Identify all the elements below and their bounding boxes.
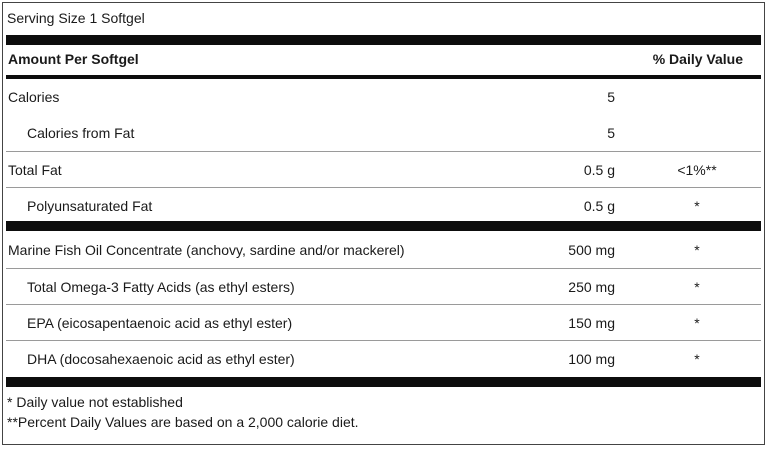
nutrient-amount: 5 (607, 89, 615, 105)
table-row (6, 115, 761, 151)
table-row (6, 304, 761, 341)
nutrient-daily-value: * (694, 242, 700, 258)
table-row (6, 187, 761, 224)
divider-thick (6, 377, 761, 387)
nutrient-daily-value: * (694, 351, 700, 367)
nutrient-amount: 100 mg (568, 351, 615, 367)
table-row (6, 340, 761, 377)
nutrient-label: Total Omega-3 Fatty Acids (as ethyl esters) (27, 279, 295, 295)
nutrient-amount: 5 (607, 125, 615, 141)
header-row (6, 45, 761, 75)
table-row (6, 151, 761, 188)
table-row (6, 232, 761, 268)
table-row (6, 79, 761, 115)
footnote: * Daily value not established (7, 394, 183, 410)
footnote: **Percent Daily Values are based on a 2,000 calorie diet. (7, 414, 359, 430)
nutrient-amount: 0.5 g (583, 162, 615, 178)
nutrient-label: Calories from Fat (27, 125, 135, 141)
nutrient-amount: 0.5 g (583, 198, 615, 214)
divider-thick (6, 35, 761, 45)
nutrient-label: Marine Fish Oil Concentrate (anchovy, sardine and/or mackerel) (8, 242, 405, 258)
nutrient-amount: 500 mg (568, 242, 615, 258)
supplement-facts-panel (2, 2, 765, 445)
amount-per-header: Amount Per Softgel (8, 51, 139, 67)
nutrient-label: Polyunsaturated Fat (27, 198, 153, 214)
nutrient-daily-value: * (694, 315, 700, 331)
nutrient-label: EPA (eicosapentaenoic acid as ethyl ester) (27, 315, 293, 331)
nutrient-label: Calories (8, 89, 60, 105)
nutrient-amount: 150 mg (568, 315, 615, 331)
divider-thick (6, 221, 761, 231)
nutrient-label: Total Fat (8, 162, 62, 178)
nutrient-daily-value: <1%** (677, 162, 717, 178)
nutrient-daily-value: * (694, 198, 700, 214)
nutrient-label: DHA (docosahexaenoic acid as ethyl ester) (27, 351, 295, 367)
nutrient-daily-value: * (694, 279, 700, 295)
nutrient-amount: 250 mg (568, 279, 615, 295)
table-row (6, 268, 761, 305)
daily-value-header: % Daily Value (652, 51, 743, 67)
serving-size: Serving Size 1 Softgel (7, 10, 145, 26)
